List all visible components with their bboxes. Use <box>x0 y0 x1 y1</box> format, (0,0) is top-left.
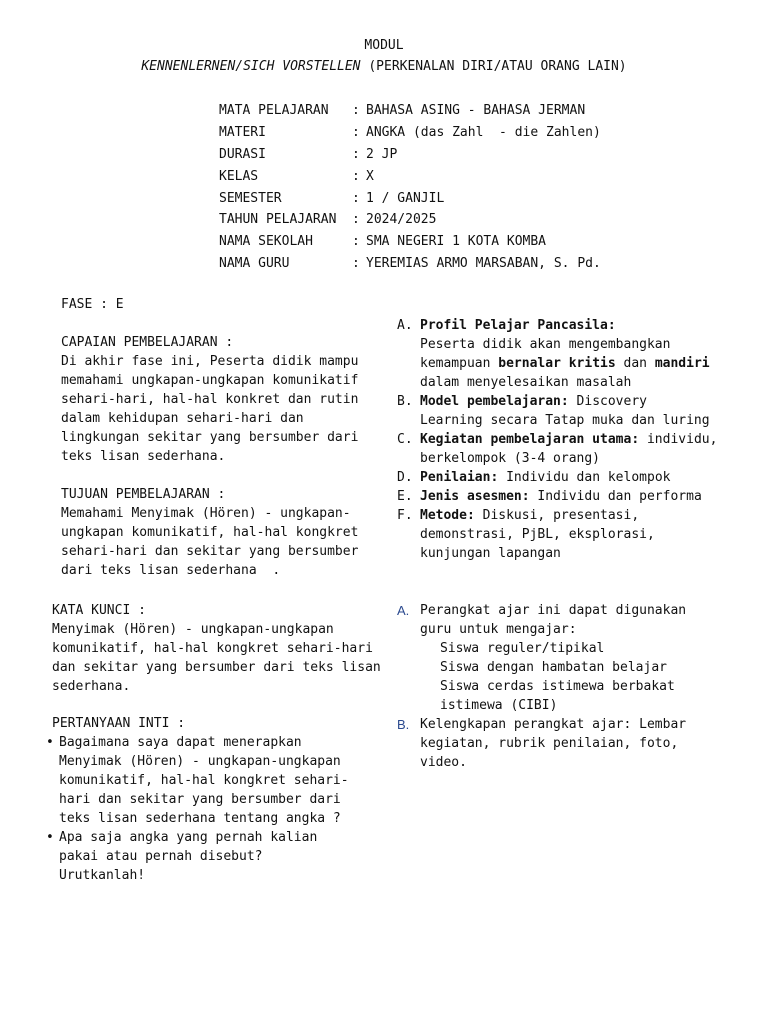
profil-item <box>397 316 717 392</box>
student-type: Siswa cerdas istimewa berbakat <box>440 679 675 694</box>
capaian-section <box>61 333 371 466</box>
info-value: 2 JP <box>366 146 398 162</box>
profil-item <box>397 392 717 430</box>
text-line: dan sekitar yang bersumber dari teks lisan <box>52 660 381 675</box>
student-type: Siswa reguler/tipikal <box>440 641 605 656</box>
profil-first-line <box>420 506 717 525</box>
question-item <box>46 733 382 828</box>
profil-text <box>420 468 717 487</box>
text-line: ungkapan komunikatif, hal-hal kongkret <box>61 525 359 540</box>
emphasis-text: bernalar kritis <box>498 356 616 371</box>
list-letter: A. <box>397 603 410 618</box>
kata-kunci-text <box>52 620 382 696</box>
student-type: Siswa dengan hambatan belajar <box>440 660 667 675</box>
info-value: 1 / GANJIL <box>366 190 445 206</box>
perangkat-list <box>397 601 717 772</box>
info-colon: : <box>352 125 360 141</box>
text-line: lingkungan sekitar yang bersumber dari <box>61 430 359 445</box>
text-line: berkelompok (3-4 orang) <box>420 451 601 466</box>
text-line: sehari-hari dan sekitar yang bersumber <box>61 544 359 559</box>
info-row <box>219 122 601 144</box>
profil-head: Profil Pelajar Pancasila: <box>420 318 616 333</box>
info-label: TAHUN PELAJARAN <box>219 212 337 228</box>
info-row <box>219 165 601 187</box>
info-label: NAMA GURU <box>219 255 290 271</box>
profil-head: Jenis asesmen: <box>420 489 530 504</box>
question-text <box>59 828 382 885</box>
info-colon: : <box>352 212 360 228</box>
pertanyaan-list <box>46 733 382 885</box>
emphasis-text: mandiri <box>654 356 710 371</box>
list-letter: E. <box>397 489 413 504</box>
text-line: teks lisan sederhana. <box>61 449 226 464</box>
info-colon: : <box>352 190 360 206</box>
text-line: pakai atau pernah disebut? <box>59 849 263 864</box>
profil-head: Model pembelajaran: <box>420 394 569 409</box>
plain-text: kemampuan <box>420 356 499 371</box>
info-label: DURASI <box>219 146 266 162</box>
text-line: hari dan sekitar yang bersumber dari <box>59 792 341 807</box>
info-label: KELAS <box>219 168 259 184</box>
profil-head: Penilaian: <box>420 470 499 485</box>
list-letter: B. <box>397 717 410 732</box>
profil-text <box>420 430 717 468</box>
text-line: Bagaimana saya dapat menerapkan <box>59 735 302 750</box>
kata-kunci-heading: KATA KUNCI : <box>52 603 146 618</box>
info-colon: : <box>352 146 360 162</box>
text-line: Perangkat ajar ini dapat digunakan <box>420 603 687 618</box>
perangkat-item <box>397 601 717 715</box>
text-line: Menyimak (Hören) - ungkapan-ungkapan <box>52 622 334 637</box>
subtitle-topic: KENNENLERNEN/SICH VORSTELLEN <box>141 59 361 74</box>
bullet-icon: • <box>46 735 54 750</box>
info-row <box>219 231 601 253</box>
profil-rest: Individu dan performa <box>529 489 702 504</box>
info-label: NAMA SEKOLAH <box>219 234 313 250</box>
info-row <box>219 253 601 275</box>
profil-first-line <box>420 487 717 506</box>
text-line: dalam menyelesaikan masalah <box>420 375 632 390</box>
text-line: guru untuk mengajar: <box>420 622 577 637</box>
text-line: Di akhir fase ini, Peserta didik mampu <box>61 354 359 369</box>
module-subtitle <box>0 57 768 76</box>
text-line: memahami ungkapan-ungkapan komunikatif <box>61 373 359 388</box>
list-letter: C. <box>397 432 413 447</box>
profil-first-line <box>420 316 717 335</box>
text-line: kunjungan lapangan <box>420 546 561 561</box>
info-label: MATERI <box>219 125 266 141</box>
info-colon: : <box>352 255 360 271</box>
module-title: MODUL <box>364 38 404 53</box>
info-value: ANGKA (das Zahl - die Zahlen) <box>366 125 601 141</box>
text-line: sehari-hari, hal-hal konkret dan rutin <box>61 392 359 407</box>
info-row <box>219 209 601 231</box>
list-letter: D. <box>397 470 413 485</box>
pertanyaan-section <box>46 714 382 885</box>
profil-text <box>420 487 717 506</box>
kata-kunci-section <box>52 601 382 696</box>
text-line: Urutkanlah! <box>59 868 146 883</box>
info-colon: : <box>352 234 360 250</box>
info-label: MATA PELAJARAN <box>219 103 329 119</box>
tujuan-text <box>61 504 371 580</box>
profil-item <box>397 506 717 563</box>
text-line: video. <box>420 755 467 770</box>
info-value: BAHASA ASING - BAHASA JERMAN <box>366 103 586 119</box>
profil-rest: Discovery <box>568 394 647 409</box>
info-row <box>219 187 601 209</box>
profil-item <box>397 487 717 506</box>
info-colon: : <box>352 168 360 184</box>
list-letter: A. <box>397 318 413 333</box>
question-text <box>59 733 382 828</box>
profil-item <box>397 430 717 468</box>
profil-text <box>420 316 717 392</box>
profil-item <box>397 468 717 487</box>
profil-text <box>420 506 717 563</box>
info-row <box>219 144 601 166</box>
text-line: kegiatan, rubrik penilaian, foto, <box>420 736 679 751</box>
text-line: Kelengkapan perangkat ajar: Lembar <box>420 717 687 732</box>
capaian-heading: CAPAIAN PEMBELAJARAN : <box>61 335 234 350</box>
capaian-text <box>61 352 371 466</box>
text-line: komunikatif, hal-hal kongkret sehari-hari <box>52 641 373 656</box>
text-line: Menyimak (Hören) - ungkapan-ungkapan <box>59 754 341 769</box>
perangkat-text <box>420 601 717 715</box>
profil-text <box>420 392 717 430</box>
profil-first-line <box>420 468 717 487</box>
subtitle-translation: (PERKENALAN DIRI/ATAU ORANG LAIN) <box>360 59 627 74</box>
text-line: Memahami Menyimak (Hören) - ungkapan- <box>61 506 351 521</box>
plain-text: dan <box>615 356 655 371</box>
fase-label: FASE : E <box>61 297 124 312</box>
text-line: Apa saja angka yang pernah kalian <box>59 830 318 845</box>
text-line: dalam kehidupan sehari-hari dan <box>61 411 304 426</box>
info-colon: : <box>352 103 360 119</box>
perangkat-text <box>420 715 717 772</box>
text-line: teks lisan sederhana tentang angka ? <box>59 811 341 826</box>
profil-first-line <box>420 392 717 411</box>
text-line: demonstrasi, PjBL, eksplorasi, <box>420 527 655 542</box>
student-type: istimewa (CIBI) <box>440 698 558 713</box>
profil-list <box>397 316 717 563</box>
profil-rest: Individu dan kelompok <box>498 470 671 485</box>
profil-first-line <box>420 430 717 449</box>
list-letter: B. <box>397 394 413 409</box>
info-value: YEREMIAS ARMO MARSABAN, S. Pd. <box>366 255 601 271</box>
info-row <box>219 100 601 122</box>
info-value: SMA NEGERI 1 KOTA KOMBA <box>366 234 547 250</box>
info-label: SEMESTER <box>219 190 282 206</box>
info-value: X <box>366 168 374 184</box>
bullet-icon: • <box>46 830 54 845</box>
text-line: komunikatif, hal-hal kongkret sehari- <box>59 773 349 788</box>
list-letter: F. <box>397 508 413 523</box>
profil-head: Metode: <box>420 508 475 523</box>
profil-rest: individu, <box>639 432 718 447</box>
text-line: dari teks lisan sederhana . <box>61 563 281 578</box>
question-item <box>46 828 382 885</box>
pertanyaan-heading: PERTANYAAN INTI : <box>52 716 186 731</box>
profil-rest: Diskusi, presentasi, <box>474 508 640 523</box>
tujuan-section <box>61 485 371 580</box>
perangkat-item <box>397 715 717 772</box>
module-info-table <box>219 100 601 274</box>
tujuan-heading: TUJUAN PEMBELAJARAN : <box>61 487 226 502</box>
info-value: 2024/2025 <box>366 212 437 228</box>
text-line: Learning secara Tatap muka dan luring <box>420 413 710 428</box>
text-line: Peserta didik akan mengembangkan <box>420 337 671 352</box>
text-line: sederhana. <box>52 679 131 694</box>
text-line <box>420 354 717 373</box>
profil-head: Kegiatan pembelajaran utama: <box>420 432 640 447</box>
